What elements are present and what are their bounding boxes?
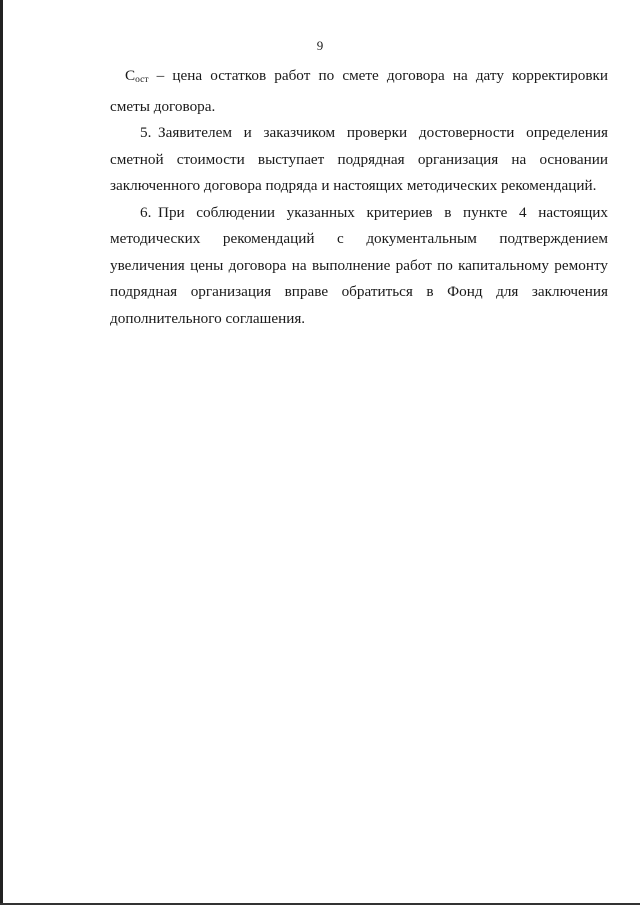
paragraph-text: При соблюдении указанных критериев в пункте 4 настоящих методических рекомендаций с документальным подтверждением увеличения цены договора на выполнение работ по капитальному ремонту подрядная организация вправе обратиться в Фонд для заключения дополнительного соглашения.: [110, 203, 608, 327]
paragraph-text: – цена остатков работ по смете договора на дату корректировки сметы договора.: [110, 67, 608, 115]
paragraph-number: 6.: [140, 203, 152, 221]
paragraph-number: 5.: [140, 124, 152, 141]
paragraph-c-ost-definition: [110, 63, 608, 120]
scan-border-left: [0, 0, 3, 905]
paragraph-6: [110, 200, 608, 333]
paragraph-text: Заявителем и заказчиком проверки достоверности определения сметной стоимости выступает подрядная организация на основании заключенного договора подряда и настоящих методических рекомендаций.: [110, 124, 608, 194]
document-body: [110, 63, 608, 332]
page-number: 9: [316, 38, 324, 53]
formula-subscript: ост: [135, 75, 149, 85]
paragraph-5: [110, 120, 608, 200]
formula-symbol: C: [125, 67, 136, 84]
